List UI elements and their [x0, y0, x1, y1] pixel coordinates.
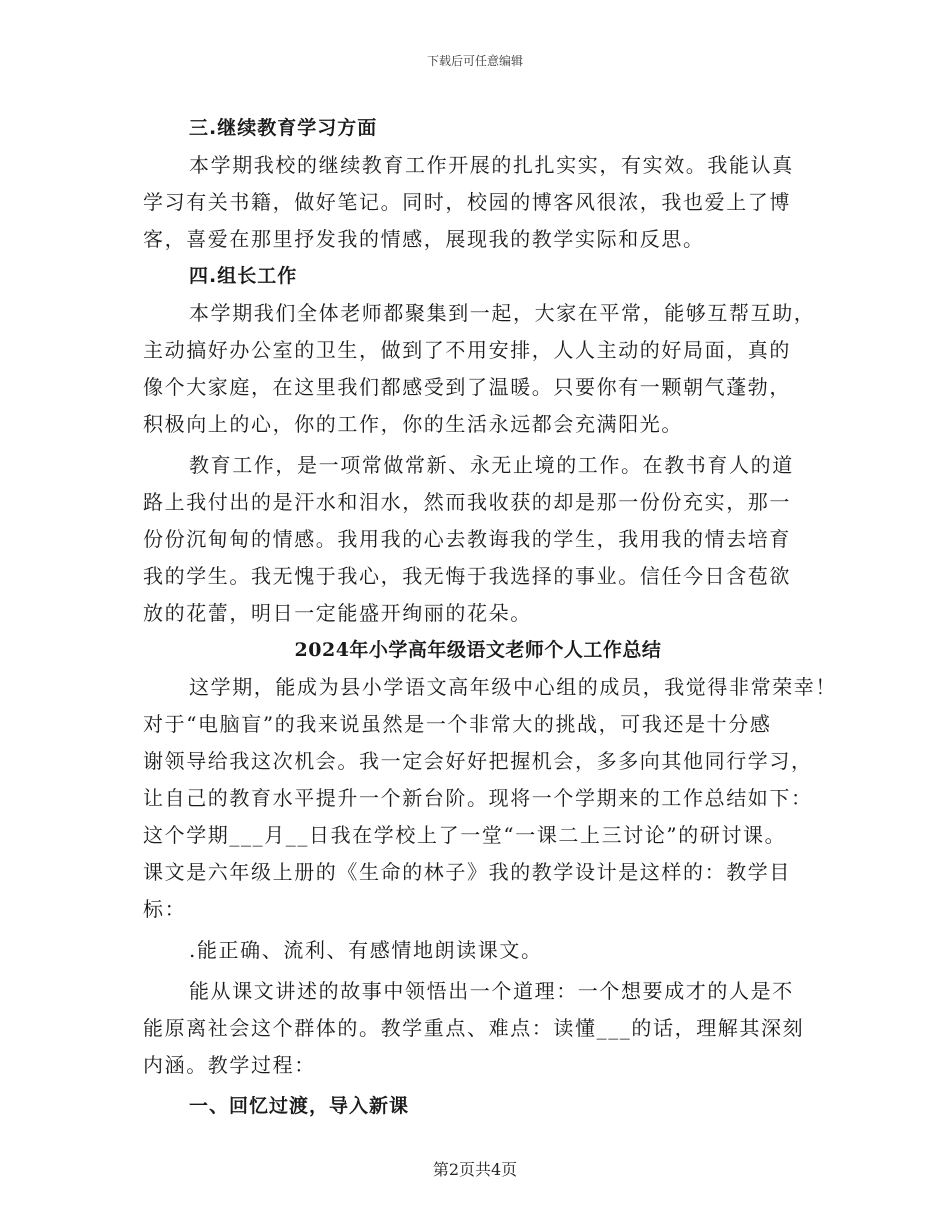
paragraph-group-leader	[143, 295, 816, 443]
paragraph-line: 本学期我们全体老师都聚集到一起，大家在平常，能够互帮互助，	[189, 301, 816, 325]
section-heading-group-leader: 四.组长工作	[189, 265, 298, 287]
page-footer: 第2页共4页	[432, 1160, 518, 1179]
page-header: 下载后可任意编辑	[426, 54, 523, 68]
paragraph-continuing-education	[143, 147, 813, 258]
paragraph-line: 放的花蕾，明日一定能盛开绚丽的花朵。	[143, 601, 532, 625]
section-heading-continuing-education: 三.继续教育学习方面	[189, 117, 378, 139]
paragraph-line: 本学期我校的继续教育工作开展的扎扎实实，有实效。我能认真	[189, 153, 794, 177]
document-body	[143, 110, 837, 1125]
paragraph-line: 积极向上的心，你的工作，你的生活永远都会充满阳光。	[143, 412, 683, 436]
paragraph-line: 这学期，能成为县小学语文高年级中心组的成员，我觉得非常荣幸！	[189, 675, 837, 699]
paragraph-line: 我的学生。我无愧于我心，我无悔于我选择的事业。信任今日含苞欲	[143, 564, 791, 588]
paragraph-line: 份份沉甸甸的情感。我用我的心去教诲我的学生，我用我的情去培育	[143, 527, 791, 551]
paragraph-line: 主动搞好办公室的卫生，做到了不用安排，人人主动的好局面，真的	[143, 338, 791, 362]
paragraph-line: 客，喜爱在那里抒发我的情感，展现我的教学实际和反思。	[143, 227, 705, 251]
paragraph-line: 能从课文讲述的故事中领悟出一个道理：一个想要成才的人是不	[189, 979, 794, 1003]
paragraph-line: 能原离社会这个群体的。教学重点、难点：读懂___的话，理解其深刻	[143, 1016, 805, 1040]
paragraph-line: 像个大家庭，在这里我们都感受到了温暖。只要你有一颗朝气蓬勃，	[143, 375, 791, 399]
paragraph-introduction	[143, 669, 837, 928]
paragraph-line: 学习有关书籍，做好笔记。同时，校园的博客风很浓，我也爱上了博	[143, 190, 791, 214]
paragraph-line: 让自己的教育水平提升一个新台阶。现将一个学期来的工作总结如下：	[143, 786, 813, 810]
paragraph-line: 这个学期___月__日我在学校上了一堂“一课二上三讨论”的研讨课。	[143, 823, 787, 847]
paragraph-line: 对于“电脑盲”的我来说虽然是一个非常大的挑战，可我还是十分感	[143, 712, 772, 736]
paragraph-line: 路上我付出的是汗水和泪水，然而我收获的却是那一份份充实，那一	[143, 490, 791, 514]
paragraph-line: 教育工作，是一项常做常新、永无止境的工作。在教书育人的道	[189, 453, 794, 477]
paragraph-education-work	[143, 447, 813, 632]
paragraph-line: 内涵。教学过程：	[143, 1053, 316, 1077]
section-heading-review-introduction: 一、回忆过渡，导入新课	[189, 1095, 410, 1117]
teaching-goal-item: .能正确、流利、有感情地朗读课文。	[189, 938, 543, 962]
paragraph-line: 谢领导给我这次机会。我一定会好好把握机会，多多向其他同行学习，	[143, 749, 813, 773]
paragraph-line: 课文是六年级上册的《生命的林子》我的教学设计是这样的：教学目	[143, 860, 791, 884]
paragraph-teaching-focus	[143, 973, 813, 1084]
article-title: 2024年小学高年级语文老师个人工作总结	[294, 639, 662, 661]
paragraph-line: 标：	[143, 897, 187, 921]
